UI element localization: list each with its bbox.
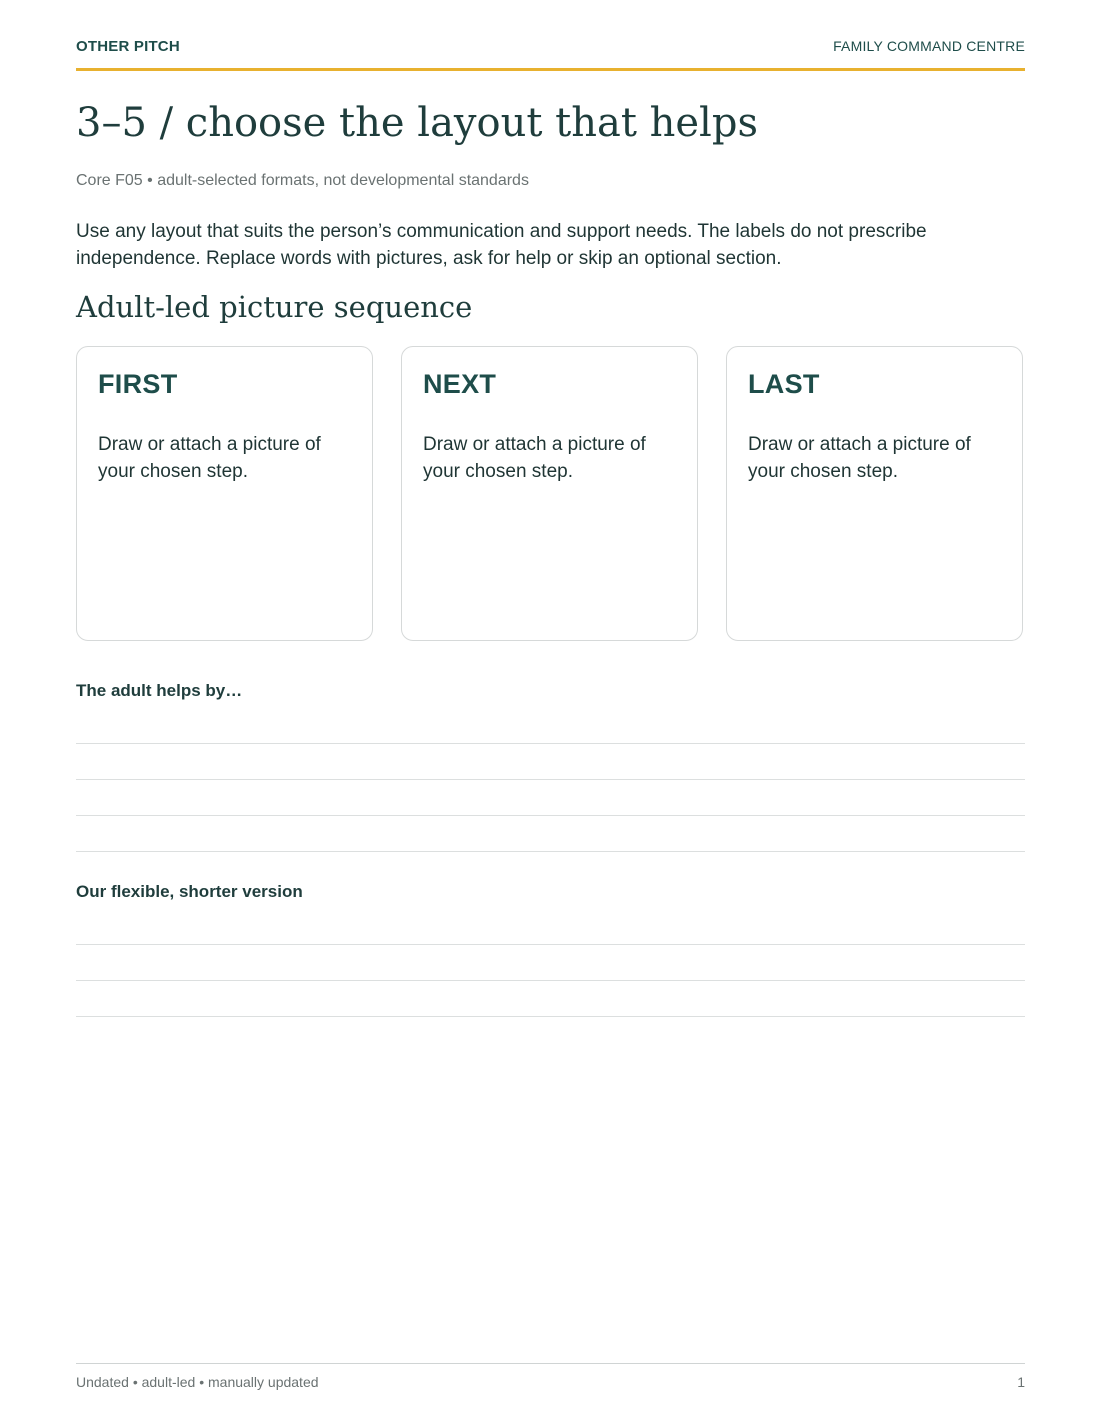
card-instruction: Draw or attach a picture of your chosen step. [423,434,646,482]
card-instruction: Draw or attach a picture of your chosen step. [748,434,971,482]
writing-line[interactable] [76,944,1025,945]
footer-divider [76,1363,1025,1364]
section-title: Adult-led picture sequence [76,290,473,324]
card-label: NEXT [423,369,497,399]
intro-paragraph: Use any layout that suits the person’s communication and support needs. The labels do not prescribe independence. Replace words with pictures, ask for help or skip an optional section. [76,221,927,269]
adult-helps-label: The adult helps by… [76,681,243,700]
card-instruction: Draw or attach a picture of your chosen step. [98,434,321,482]
writing-line[interactable] [76,815,1025,816]
writing-line[interactable] [76,980,1025,981]
writing-line[interactable] [76,743,1025,744]
footer-meta: Undated • adult-led • manually updated [76,1374,319,1390]
hub-label: FAMILY COMMAND CENTRE [833,38,1025,54]
writing-line[interactable] [76,1016,1025,1017]
picture-sequence [76,346,1025,642]
flexible-version-label: Our flexible, shorter version [76,882,303,901]
page-header [76,34,1025,58]
page-subtitle: Core F05 • adult-selected formats, not developmental standards [76,172,529,189]
writing-line[interactable] [76,851,1025,852]
card-label: LAST [748,369,820,399]
page-title: 3–5 / choose the layout that helps [76,100,758,146]
header-divider [76,68,1025,71]
card-first[interactable] [76,346,373,641]
card-last[interactable] [726,346,1023,641]
card-label: FIRST [98,369,178,399]
card-next[interactable] [401,346,698,641]
writing-line[interactable] [76,779,1025,780]
brand-label: OTHER PITCH [76,37,180,55]
worksheet-page [76,0,1025,1424]
page-number: 1 [1017,1374,1025,1390]
